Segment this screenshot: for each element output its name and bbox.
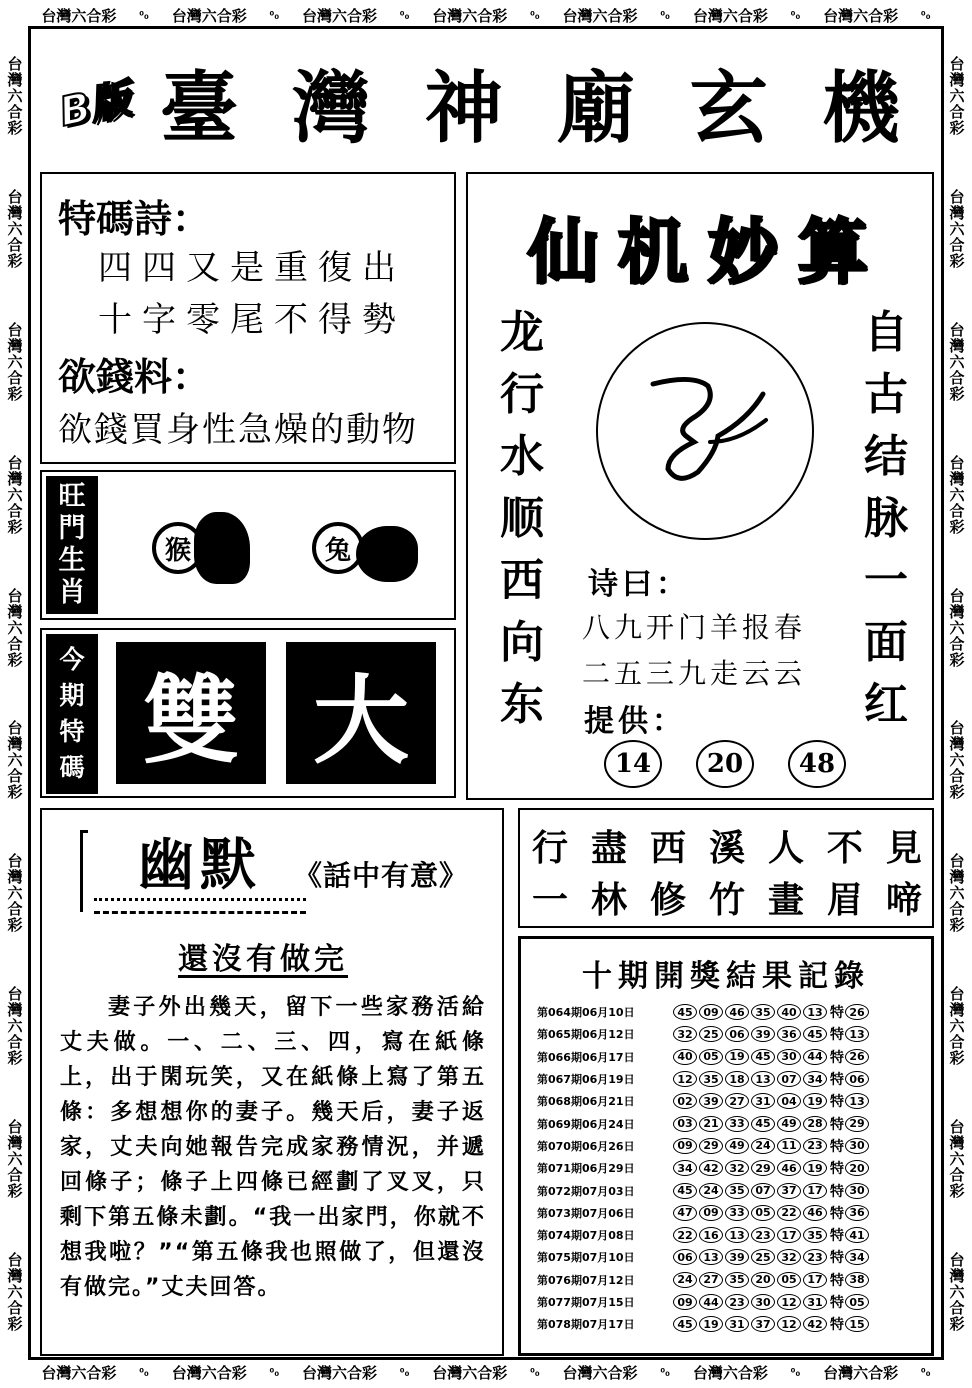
border-text: 台灣六合彩 <box>947 454 966 535</box>
border-text: 台灣六合彩 <box>5 1118 24 1199</box>
label-char: 顺 <box>500 493 544 544</box>
record-number: 44 <box>699 1294 723 1310</box>
special-mark: 特 <box>830 1049 844 1066</box>
border-text: 台灣六合彩 <box>432 1363 508 1382</box>
records-box <box>518 936 934 1356</box>
record-number: 45 <box>673 1004 697 1020</box>
couplet-char: 行 <box>532 827 569 869</box>
verse-line-2: 二五三九走云云 <box>582 657 807 690</box>
record-number: 09 <box>699 1205 723 1221</box>
record-row <box>537 1001 927 1023</box>
record-label: 第065期06月12日 <box>537 1028 635 1042</box>
record-row <box>537 1269 927 1291</box>
record-special-number: 06 <box>845 1071 869 1087</box>
couplet-char: 不 <box>826 827 863 869</box>
label-char: 碼 <box>59 753 85 782</box>
border-ornament-icon: ⁰₀ <box>139 8 149 22</box>
record-number: 37 <box>751 1316 775 1332</box>
talisman-symbol-icon <box>598 324 812 538</box>
poem-label-tema: 特碼詩： <box>58 196 211 241</box>
label-char: 肖 <box>58 577 86 608</box>
record-number: 06 <box>725 1026 749 1042</box>
record-number: 25 <box>751 1249 775 1265</box>
border-text: 台灣六合彩 <box>301 6 377 25</box>
record-number: 05 <box>751 1205 775 1221</box>
record-label: 第069期06月24日 <box>537 1117 635 1131</box>
xianji-title-char: 妙 <box>708 211 778 293</box>
title-char: 神 <box>424 63 503 154</box>
border-ornament-icon: ⁰₀ <box>530 1365 540 1379</box>
special-mark: 特 <box>830 1161 844 1178</box>
record-number: 23 <box>725 1294 749 1310</box>
border-text: 台灣六合彩 <box>171 6 247 25</box>
xianji-title-char: 算 <box>798 211 868 293</box>
couplet-char: 溪 <box>708 827 745 869</box>
record-number: 44 <box>803 1049 827 1065</box>
record-number: 31 <box>803 1294 827 1310</box>
record-special-number: 15 <box>845 1316 869 1332</box>
record-number: 18 <box>725 1071 749 1087</box>
record-special-number: 36 <box>845 1205 869 1221</box>
special-mark: 特 <box>830 1317 844 1334</box>
wave-decoration-icon <box>94 898 306 914</box>
record-row <box>537 1135 927 1157</box>
record-number: 29 <box>699 1138 723 1154</box>
record-number: 34 <box>673 1160 697 1176</box>
couplet-char: 人 <box>767 827 804 869</box>
border-ornament-icon: ⁰₀ <box>660 8 670 22</box>
border-text: 台灣六合彩 <box>947 720 966 801</box>
special-mark: 特 <box>830 1295 844 1311</box>
record-number: 19 <box>699 1316 723 1332</box>
record-number: 09 <box>699 1004 723 1020</box>
couplet-char: 修 <box>649 879 686 921</box>
xianji-box <box>466 172 934 800</box>
poem-label-yuqian: 欲錢料： <box>58 354 211 399</box>
border-text: 台灣六合彩 <box>947 587 966 668</box>
record-number: 35 <box>725 1183 749 1199</box>
poem-line-1: 四四又是重復出 <box>98 248 406 288</box>
record-number: 09 <box>673 1138 697 1154</box>
record-label: 第073期07月06日 <box>537 1206 635 1220</box>
record-number: 32 <box>777 1249 801 1265</box>
border-text: 台灣六合彩 <box>562 6 638 25</box>
title-char: 玄 <box>689 63 768 154</box>
record-number: 11 <box>777 1138 801 1154</box>
border-text: 台灣六合彩 <box>171 1363 247 1382</box>
border-text: 台灣六合彩 <box>5 189 24 270</box>
label-char: 特 <box>59 717 85 746</box>
record-row <box>537 1313 927 1335</box>
record-number: 22 <box>777 1205 801 1221</box>
border-text: 台灣六合彩 <box>692 1363 768 1382</box>
humor-title: 幽默 <box>138 833 262 898</box>
border-text: 台灣六合彩 <box>41 1363 117 1382</box>
label-char: 今 <box>59 645 85 674</box>
border-text: 台灣六合彩 <box>947 1251 966 1332</box>
record-number: 42 <box>803 1316 827 1332</box>
special-value-even: 雙 <box>116 642 266 784</box>
couplet-row-1 <box>532 820 922 871</box>
border-ornament-icon: ⁰₀ <box>269 8 280 22</box>
record-label: 第075期07月10日 <box>537 1251 635 1265</box>
couplet-char: 林 <box>590 879 627 921</box>
record-row <box>537 1068 927 1090</box>
humor-subtitle: 《話中有意》 <box>294 859 469 892</box>
record-special-number: 26 <box>845 1004 869 1020</box>
left-border-strip <box>3 30 27 1358</box>
xianji-title-char: 机 <box>618 211 688 293</box>
edition-badge-text: B版 <box>55 75 134 136</box>
rabbit-illustration <box>312 512 422 588</box>
record-number: 21 <box>699 1116 723 1132</box>
special-mark: 特 <box>830 1138 844 1155</box>
rabbit-icon <box>356 526 418 582</box>
border-ornament-icon: ⁰₀ <box>139 1365 149 1379</box>
special-code-box <box>40 628 456 798</box>
zodiac-label <box>46 476 98 614</box>
record-number: 40 <box>673 1049 697 1065</box>
xianji-left-column <box>500 302 544 736</box>
record-row <box>537 1157 927 1179</box>
border-text: 台灣六合彩 <box>823 1363 899 1382</box>
record-number: 22 <box>673 1227 697 1243</box>
special-mark: 特 <box>830 1005 844 1022</box>
border-ornament-icon: ⁰₀ <box>530 8 540 22</box>
border-text: 台灣六合彩 <box>5 985 24 1066</box>
record-number: 28 <box>803 1116 827 1132</box>
record-row <box>537 1112 927 1134</box>
record-number: 45 <box>751 1049 775 1065</box>
xianji-title-char: 仙 <box>528 211 598 293</box>
record-number: 03 <box>673 1116 697 1132</box>
record-number: 35 <box>803 1227 827 1243</box>
special-code-label <box>46 634 98 794</box>
label-char: 东 <box>500 679 544 730</box>
label-char: 自 <box>864 307 908 358</box>
record-number: 23 <box>803 1249 827 1265</box>
label-char: 古 <box>864 369 908 420</box>
record-number: 20 <box>751 1272 775 1288</box>
label-char: 向 <box>500 617 544 668</box>
border-ornament-icon: ⁰₀ <box>269 1365 280 1379</box>
couplet-char: 一 <box>532 879 569 921</box>
border-text: 台灣六合彩 <box>432 6 508 25</box>
border-text: 台灣六合彩 <box>562 1363 638 1382</box>
record-number: 45 <box>751 1116 775 1132</box>
record-number: 17 <box>803 1272 827 1288</box>
border-text: 台灣六合彩 <box>947 985 966 1066</box>
record-number: 13 <box>803 1004 827 1020</box>
label-char: 門 <box>58 513 86 544</box>
label-char: 行 <box>500 369 544 420</box>
monkey-illustration <box>152 512 252 588</box>
border-text: 台灣六合彩 <box>947 321 966 402</box>
record-number: 42 <box>699 1160 723 1176</box>
special-mark: 特 <box>830 1272 844 1289</box>
special-mark: 特 <box>830 1205 844 1222</box>
record-number: 49 <box>777 1116 801 1132</box>
record-number: 46 <box>777 1160 801 1176</box>
label-char: 脉 <box>864 493 908 544</box>
border-ornament-icon: ⁰₀ <box>790 8 801 22</box>
record-number: 13 <box>751 1071 775 1087</box>
record-number: 35 <box>751 1004 775 1020</box>
poem-line-2: 十字零尾不得勢 <box>98 300 406 340</box>
record-number: 47 <box>673 1205 697 1221</box>
record-number: 27 <box>699 1272 723 1288</box>
special-mark: 特 <box>830 1183 844 1200</box>
record-number: 39 <box>751 1026 775 1042</box>
record-number: 33 <box>725 1205 749 1221</box>
record-label: 第072期07月03日 <box>537 1184 635 1198</box>
record-number: 13 <box>699 1249 723 1265</box>
label-char: 旺 <box>58 481 86 512</box>
record-special-number: 13 <box>845 1026 869 1042</box>
record-special-number: 30 <box>845 1138 869 1154</box>
border-ornament-icon: ⁰₀ <box>790 1365 801 1379</box>
border-text: 台灣六合彩 <box>692 6 768 25</box>
top-border-strip <box>30 3 942 27</box>
provided-numbers <box>604 740 846 788</box>
record-row <box>537 1246 927 1268</box>
title-char: 灣 <box>292 63 371 154</box>
couplet-char: 眉 <box>826 879 863 921</box>
label-char: 红 <box>864 679 908 730</box>
border-text: 台灣六合彩 <box>301 1363 377 1382</box>
poem-line-3: 欲錢買身性急燥的動物 <box>58 410 418 450</box>
title-char: 機 <box>821 63 900 154</box>
record-number: 45 <box>803 1026 827 1042</box>
record-number: 30 <box>777 1049 801 1065</box>
border-ornament-icon: ⁰₀ <box>399 8 410 22</box>
border-text: 台灣六合彩 <box>5 321 24 402</box>
couplet-row-2 <box>532 872 922 923</box>
record-row <box>537 1291 927 1313</box>
record-label: 第068期06月21日 <box>537 1095 635 1109</box>
record-number: 27 <box>725 1093 749 1109</box>
border-text: 台灣六合彩 <box>41 6 117 25</box>
record-number: 13 <box>725 1227 749 1243</box>
title-char: 臺 <box>160 63 239 154</box>
label-char: 水 <box>500 431 544 482</box>
record-number: 24 <box>751 1138 775 1154</box>
record-number: 24 <box>673 1272 697 1288</box>
record-special-number: 26 <box>845 1049 869 1065</box>
border-text: 台灣六合彩 <box>947 189 966 270</box>
border-ornament-icon: ⁰₀ <box>660 1365 670 1379</box>
record-label: 第074期07月08日 <box>537 1229 635 1243</box>
record-number: 29 <box>751 1160 775 1176</box>
record-number: 06 <box>673 1249 697 1265</box>
story-text: 妻子外出幾天，留下一些家務活給丈夫做。一、二、三、四，寫在紙條上，出于閑玩笑，又在紙條上寫了第五條：多想想你的妻子。幾天后，妻子返家，丈夫向她報告完成家務情況，并遞回條子；條子上四條已經劃了叉叉，只剩下第五條未劃。“我一出家門，你就不想我啦？”“第五條我也照做了，但還沒有做完。”丈夫回答。 <box>60 995 486 1300</box>
border-text: 台灣六合彩 <box>5 56 24 137</box>
bottom-border-strip <box>30 1360 942 1384</box>
record-number: 24 <box>699 1183 723 1199</box>
provided-number: 14 <box>604 740 662 788</box>
couplet-char: 竹 <box>708 879 745 921</box>
record-number: 07 <box>751 1183 775 1199</box>
record-number: 05 <box>699 1049 723 1065</box>
record-special-number: 41 <box>845 1227 869 1243</box>
talisman-circle <box>596 322 814 540</box>
record-number: 45 <box>673 1183 697 1199</box>
record-special-number: 38 <box>845 1272 869 1288</box>
title-char: 廟 <box>557 63 636 154</box>
monkey-badge: 猴 <box>152 522 204 574</box>
record-row <box>537 1224 927 1246</box>
couplet-char: 西 <box>649 827 686 869</box>
label-char: 龙 <box>500 307 544 358</box>
record-label: 第064期06月10日 <box>537 1006 635 1020</box>
record-number: 17 <box>803 1183 827 1199</box>
record-number: 25 <box>699 1026 723 1042</box>
poem-box <box>40 172 456 464</box>
record-number: 31 <box>751 1093 775 1109</box>
border-text: 台灣六合彩 <box>947 1118 966 1199</box>
rabbit-badge: 兔 <box>312 522 364 574</box>
record-number: 36 <box>777 1026 801 1042</box>
verse-line-1: 八九开门羊报春 <box>582 611 807 644</box>
record-label: 第071期06月29日 <box>537 1162 635 1176</box>
record-special-number: 30 <box>845 1183 869 1199</box>
record-number: 33 <box>725 1116 749 1132</box>
record-row <box>537 1023 927 1045</box>
special-mark: 特 <box>830 1116 844 1133</box>
record-number: 39 <box>699 1093 723 1109</box>
xianji-right-column <box>864 302 908 736</box>
couplet-char: 盡 <box>590 827 627 869</box>
record-number: 40 <box>777 1004 801 1020</box>
record-row <box>537 1046 927 1068</box>
border-text: 台灣六合彩 <box>5 720 24 801</box>
special-mark: 特 <box>830 1072 844 1089</box>
record-number: 23 <box>803 1138 827 1154</box>
record-number: 32 <box>725 1160 749 1176</box>
record-special-number: 34 <box>845 1249 869 1265</box>
records-table <box>537 1001 927 1335</box>
border-text: 台灣六合彩 <box>5 853 24 934</box>
record-number: 17 <box>777 1227 801 1243</box>
couplet-char: 啼 <box>885 879 922 921</box>
record-number: 34 <box>803 1071 827 1087</box>
label-char: 结 <box>864 431 908 482</box>
verse-label: 诗曰： <box>588 567 690 602</box>
record-number: 07 <box>777 1071 801 1087</box>
monkey-icon <box>194 512 250 584</box>
record-number: 45 <box>673 1316 697 1332</box>
record-number: 09 <box>673 1294 697 1310</box>
right-border-strip <box>945 30 969 1358</box>
couplet-char: 見 <box>885 827 922 869</box>
border-text: 台灣六合彩 <box>947 853 966 934</box>
xianji-title <box>528 196 868 293</box>
record-number: 49 <box>725 1138 749 1154</box>
story-title: 還沒有做完 <box>178 942 348 977</box>
provided-number: 20 <box>696 740 754 788</box>
record-number: 30 <box>751 1294 775 1310</box>
zodiac-box <box>40 470 456 620</box>
record-number: 19 <box>803 1093 827 1109</box>
label-char: 期 <box>59 681 85 710</box>
record-number: 32 <box>673 1026 697 1042</box>
couplet-char: 畫 <box>767 879 804 921</box>
special-mark: 特 <box>830 1228 844 1245</box>
record-number: 39 <box>725 1249 749 1265</box>
label-char: 西 <box>500 555 544 606</box>
label-char: 一 <box>864 555 908 606</box>
record-label: 第067期06月19日 <box>537 1073 635 1087</box>
border-text: 台灣六合彩 <box>5 1251 24 1332</box>
provided-number: 48 <box>788 740 846 788</box>
label-char: 生 <box>58 545 86 576</box>
humor-box <box>40 808 504 1356</box>
record-number: 46 <box>725 1004 749 1020</box>
record-label: 第070期06月26日 <box>537 1139 635 1153</box>
label-char: 面 <box>864 617 908 668</box>
border-ornament-icon: ⁰₀ <box>920 1365 931 1379</box>
border-ornament-icon: ⁰₀ <box>920 8 931 22</box>
record-number: 19 <box>803 1160 827 1176</box>
record-number: 35 <box>699 1071 723 1087</box>
record-special-number: 20 <box>845 1160 869 1176</box>
record-row <box>537 1090 927 1112</box>
border-ornament-icon: ⁰₀ <box>399 1365 410 1379</box>
record-number: 16 <box>699 1227 723 1243</box>
record-special-number: 05 <box>845 1294 869 1310</box>
record-number: 35 <box>725 1272 749 1288</box>
record-number: 19 <box>725 1049 749 1065</box>
humor-title-block <box>80 830 320 916</box>
special-mark: 特 <box>830 1250 844 1267</box>
special-mark: 特 <box>830 1094 844 1111</box>
border-text: 台灣六合彩 <box>5 454 24 535</box>
record-number: 23 <box>751 1227 775 1243</box>
record-number: 05 <box>777 1272 801 1288</box>
record-number: 12 <box>673 1071 697 1087</box>
record-number: 46 <box>803 1205 827 1221</box>
special-mark: 特 <box>830 1027 844 1044</box>
page-title <box>160 52 900 152</box>
record-special-number: 13 <box>845 1093 869 1109</box>
record-label: 第077期07月15日 <box>537 1296 635 1309</box>
provide-label: 提供： <box>584 704 686 739</box>
record-number: 12 <box>777 1316 801 1332</box>
couplet-box <box>518 808 934 928</box>
special-value-big: 大 <box>286 642 436 784</box>
record-number: 02 <box>673 1093 697 1109</box>
record-number: 37 <box>777 1183 801 1199</box>
record-row <box>537 1202 927 1224</box>
record-label: 第076期07月12日 <box>537 1273 635 1287</box>
record-label: 第066期06月17日 <box>537 1050 635 1064</box>
border-text: 台灣六合彩 <box>5 587 24 668</box>
border-text: 台灣六合彩 <box>823 6 899 25</box>
records-title: 十期開獎結果記錄 <box>582 959 870 994</box>
record-row <box>537 1179 927 1201</box>
record-special-number: 29 <box>845 1116 869 1132</box>
record-label: 第078期07月17日 <box>537 1318 635 1332</box>
record-number: 31 <box>725 1316 749 1332</box>
record-number: 04 <box>777 1093 801 1109</box>
border-text: 台灣六合彩 <box>947 56 966 137</box>
record-number: 12 <box>777 1294 801 1310</box>
